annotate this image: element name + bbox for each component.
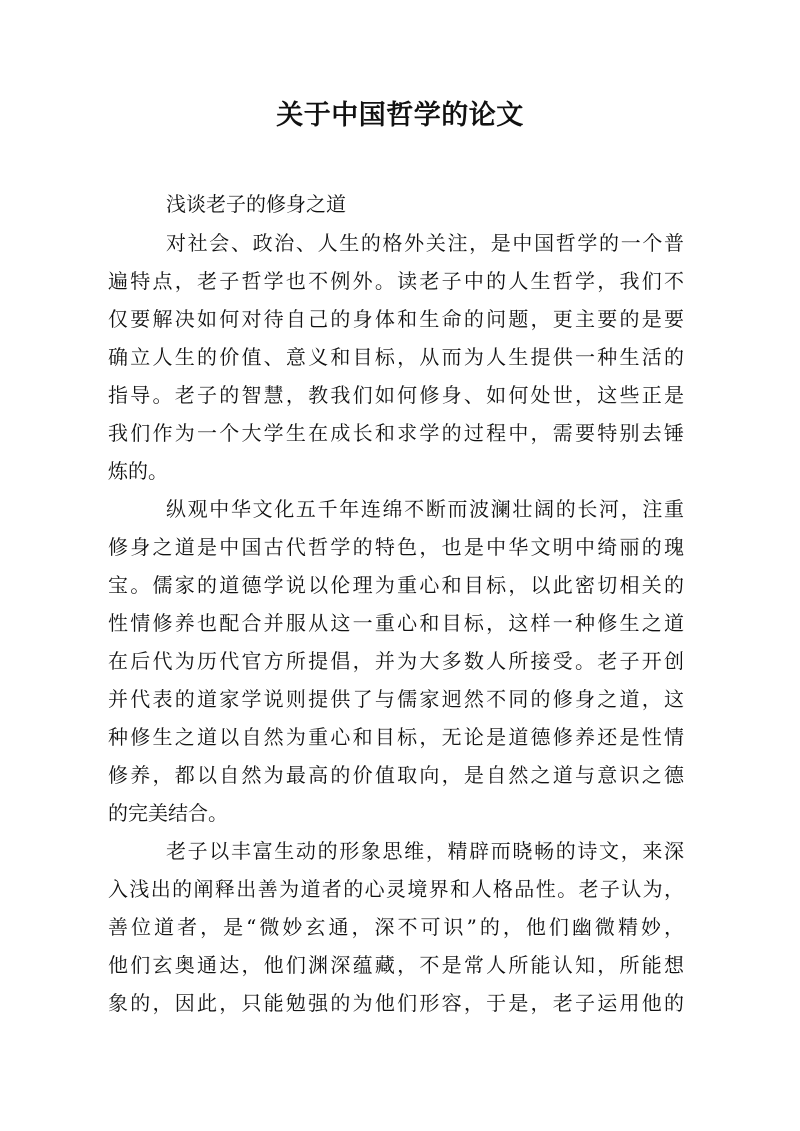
paragraph-2-line-6: 并代表的道家学说则提供了与儒家迥然不同的修身之道，这 [108, 687, 684, 711]
paragraph-2-line-9: 的完美结合。 [108, 801, 228, 825]
paragraph-1-line-4: 确立人生的价值、意义和目标，从而为人生提供一种生活的 [108, 345, 684, 369]
paragraph-2-line-1: 纵观中华文化五千年连绵不断而波澜壮阔的长河，注重 [166, 497, 684, 521]
paragraph-1-line-1: 对社会、政治、人生的格外关注，是中国哲学的一个普 [166, 231, 684, 255]
paragraph-3-line-1: 老子以丰富生动的形象思维，精辟而晓畅的诗文，来深 [166, 839, 684, 863]
paragraph-2-line-8: 修养，都以自然为最高的价值取向，是自然之道与意识之德 [108, 763, 684, 787]
paragraph-3-line-3: 善位道者，是“微妙玄通，深不可识”的，他们幽微精妙， [108, 915, 684, 939]
paragraph-2-line-2: 修身之道是中国古代哲学的特色，也是中华文明中绮丽的瑰 [108, 535, 684, 559]
paragraph-1-line-3: 仅要解决如何对待自己的身体和生命的问题，更主要的是要 [108, 307, 684, 331]
paragraph-2-line-7: 种修生之道以自然为重心和目标，无论是道德修养还是性情 [108, 725, 684, 749]
paragraph-1-line-5: 指导。老子的智慧，教我们如何修身、如何处世，这些正是 [108, 383, 684, 407]
document-title: 关于中国哲学的论文 [276, 100, 524, 131]
paragraph-2-line-4: 性情修养也配合并服从这一重心和目标，这样一种修生之道 [108, 611, 684, 635]
paragraph-1-line-6: 我们作为一个大学生在成长和求学的过程中，需要特别去锤 [108, 421, 684, 445]
paragraph-1-line-7: 炼的。 [108, 459, 168, 483]
paragraph-3-line-2: 入浅出的阐释出善为道者的心灵境界和人格品性。老子认为， [108, 877, 684, 901]
paragraph-1-line-2: 遍特点，老子哲学也不例外。读老子中的人生哲学，我们不 [108, 269, 684, 293]
paragraph-3-line-4: 他们玄奥通达，他们渊深蕴藏，不是常人所能认知，所能想 [108, 953, 684, 977]
paragraph-2-line-5: 在后代为历代官方所提倡，并为大多数人所接受。老子开创 [108, 649, 684, 673]
document-subtitle: 浅谈老子的修身之道 [166, 192, 346, 216]
paragraph-3-line-5: 象的，因此，只能勉强的为他们形容，于是，老子运用他的 [108, 991, 684, 1015]
paragraph-2-line-3: 宝。儒家的道德学说以伦理为重心和目标，以此密切相关的 [108, 573, 684, 597]
